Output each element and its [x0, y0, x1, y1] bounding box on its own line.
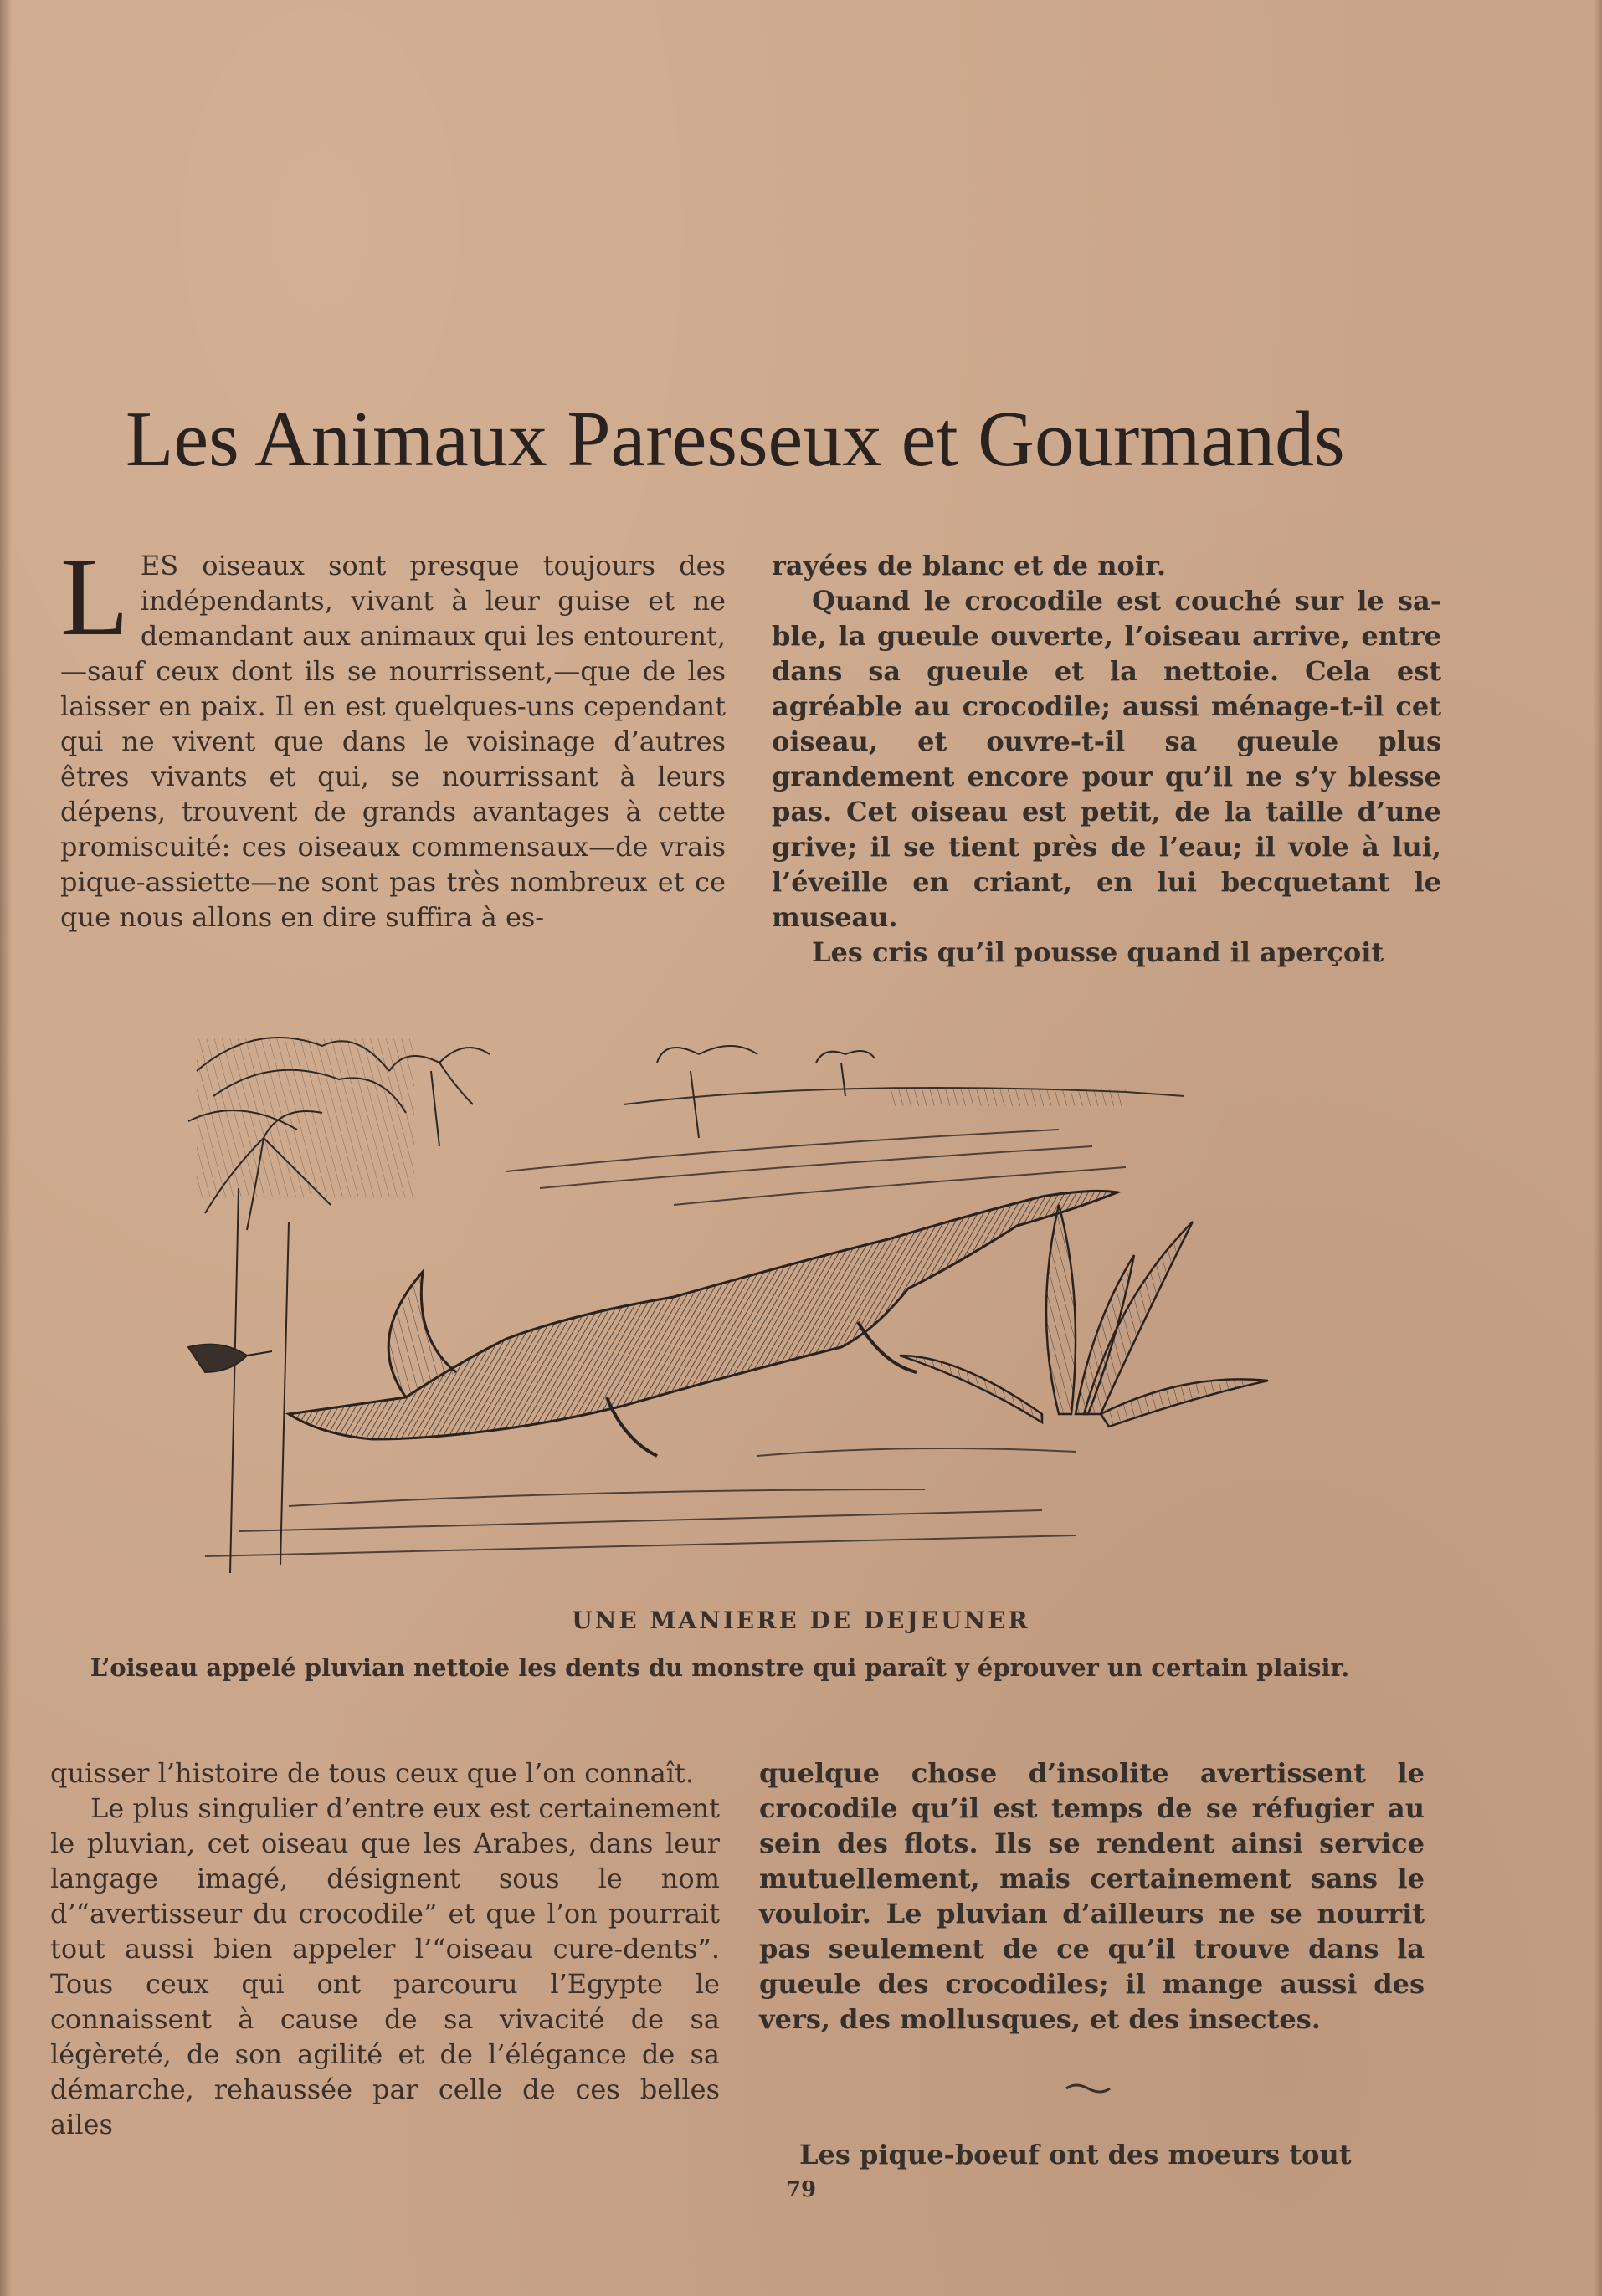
column-top-right [772, 548, 1441, 970]
article-title: Les Animaux Paresseux et Gourmands [126, 396, 1345, 483]
crocodile-engraving [155, 1021, 1343, 1590]
paragraph: Les cris qu’il pousse quand il aperçoit [812, 936, 1384, 968]
paragraph [60, 535, 726, 935]
paragraph: quisser l’histoire de tous ceux que l’on connaît. [50, 1757, 695, 1789]
paragraph: rayées de blanc et de noir. [772, 550, 1167, 582]
figure-caption-title: UNE MANIERE DE DEJEUNER [572, 1607, 1030, 1634]
page-edge-shadow-right [1594, 0, 1602, 2296]
page-number: 79 [785, 2177, 817, 2202]
column-top-left [60, 535, 726, 935]
section-ornament [1063, 2080, 1113, 2097]
column-bottom-left [50, 1755, 720, 2142]
paragraph: Quand le crocodile est couché sur le sable, la gueule ouverte, l’oiseau arrive, entre dans sa gueule et la nettoie. Cela est agréable au crocodile; aussi ménage-t-il cet oiseau, et ouvre-t-il sa gueule plus grandement encore pour qu’il ne s’y blesse pas. Cet oiseau est petit, de la taille d’une grive; il se tient près de l’eau; il vole à lui, l’éveille en criant, en lui becquetant le museau. [772, 585, 1441, 933]
paragraph-text: ES oiseaux sont presque toujours des indépendants, vivant à leur guise et ne demandant aux animaux qui les entourent,—sauf ceux dont ils se nourrissent,—que de les laisser en paix. Il en est quelques-uns cependant qui ne vivent que dans le voisinage d’autres êtres vivants et qui, se nourrissant à leurs dépens, trouvent de grands avantages à cette promiscuité: ces oiseaux commensaux—de vrais pique-assiette—ne sont pas très nombreux et ce que nous allons en dire suffira à es- [60, 550, 726, 933]
paragraph: Les pique-boeuf ont des moeurs tout [799, 2139, 1352, 2170]
paragraph: Le plus singulier d’entre eux est certainement le pluvian, cet oiseau que les Arabes, dans leur langage imagé, désignent sous le nom d’“avertisseur du crocodile” et que l’on pourrait tout aussi bien appeler l’“oiseau cure-dents”. Tous ceux qui ont parcouru l’Egypte le connaissent à cause de sa vivacité de sa légèreté, de son agilité et de l’élégance de sa démarche, rehaussée par celle de ces belles ailes [50, 1792, 720, 2140]
page-edge-shadow [0, 0, 12, 2296]
drop-cap: L [60, 535, 129, 659]
column-bottom-right [759, 1755, 1425, 2172]
figure-caption-text: L’oiseau appelé pluvian nettoie les dents du monstre qui paraît y éprouver un certain plaisir. [90, 1653, 1350, 1682]
paragraph: quelque chose d’insolite avertissent le crocodile qu’il est temps de se réfugier au sein des flots. Ils se rendent ainsi service mutuellement, mais certainement sans le vouloir. Le pluvian d’ailleurs ne se nourrit pas seulement de ce qu’il trouve dans la gueule des crocodiles; il mange aussi des vers, des mollusques, et des insectes. [759, 1757, 1425, 2035]
